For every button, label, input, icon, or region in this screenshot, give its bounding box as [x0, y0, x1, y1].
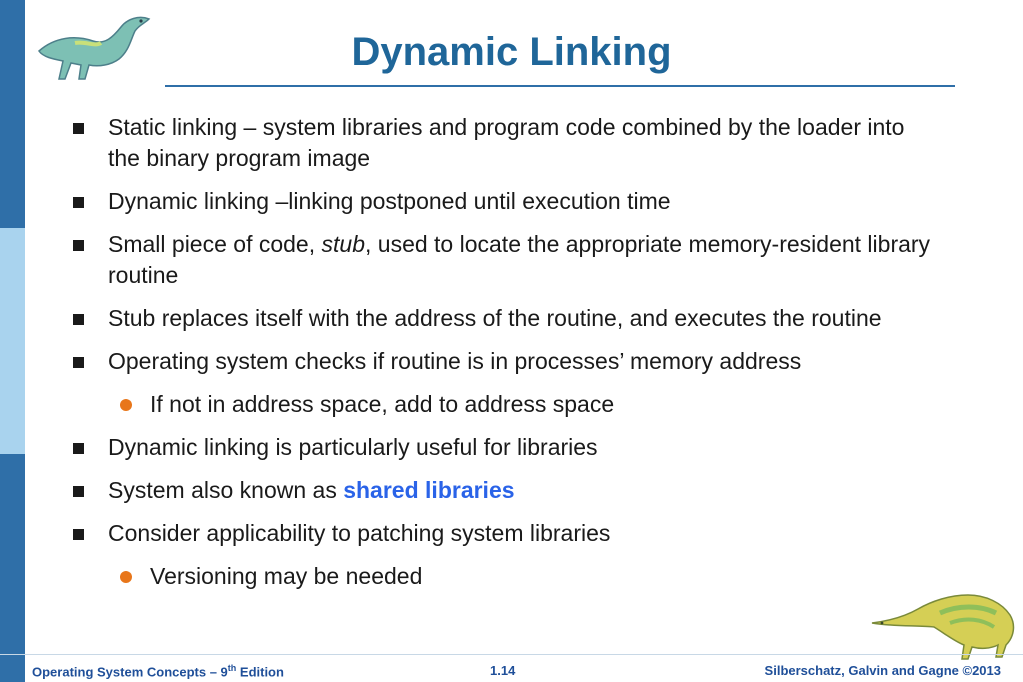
- bullet-item: [73, 518, 933, 549]
- bullet-list: [73, 112, 933, 604]
- footer-divider: [0, 654, 1023, 655]
- bullet-text: Dynamic linking –linking postponed until execution time: [108, 188, 671, 214]
- highlighted-term: shared libraries: [343, 477, 515, 503]
- square-bullet-icon: [73, 486, 84, 497]
- sub-bullet-item: [117, 561, 933, 592]
- footer-slide-number: 1.14: [490, 663, 516, 678]
- bullet-text: If not in address space, add to address space: [150, 391, 615, 417]
- bullet-item: [73, 432, 933, 463]
- square-bullet-icon: [73, 314, 84, 325]
- square-bullet-icon: [73, 357, 84, 368]
- sidebar-segment-bottom: [0, 454, 25, 682]
- bullet-text-before: System also known as: [108, 477, 344, 503]
- square-bullet-icon: [73, 240, 84, 251]
- square-bullet-icon: [73, 443, 84, 454]
- dinosaur-logo-icon: [870, 583, 1018, 661]
- bullet-text: Consider applicability to patching system libraries: [108, 520, 611, 546]
- bullet-item: [73, 303, 933, 334]
- round-bullet-icon: [120, 571, 132, 583]
- round-bullet-icon: [120, 399, 132, 411]
- footer-authors: Silberschatz, Galvin and Gagne ©2013: [764, 663, 1001, 678]
- sub-bullet-item: [117, 389, 933, 420]
- bullet-text: Dynamic linking is particularly useful for libraries: [108, 434, 598, 460]
- bullet-item: [73, 112, 933, 174]
- bullet-text-emphasis: stub: [321, 231, 365, 257]
- slide-title: Dynamic Linking: [351, 30, 672, 74]
- bullet-text: Static linking – system libraries and program code combined by the loader into the binary program image: [108, 114, 905, 171]
- bullet-text: Operating system checks if routine is in processes’ memory address: [108, 348, 802, 374]
- bullet-item: [73, 186, 933, 217]
- title-underline: [165, 85, 955, 87]
- sidebar-segment-middle: [0, 228, 25, 454]
- square-bullet-icon: [73, 529, 84, 540]
- square-bullet-icon: [73, 123, 84, 134]
- bullet-text-after: , used to locate the appropriate memory-resident library routine: [108, 231, 931, 288]
- footer-book-title: Operating System Concepts – 9th Edition: [32, 663, 284, 680]
- bullet-text: Versioning may be needed: [150, 563, 423, 589]
- left-sidebar-bar: [0, 0, 25, 682]
- bullet-item: [73, 229, 933, 291]
- bullet-text-before: Small piece of code,: [108, 231, 322, 257]
- bullet-text: Stub replaces itself with the address of the routine, and executes the routine: [108, 305, 882, 331]
- square-bullet-icon: [73, 197, 84, 208]
- bullet-item: [73, 346, 933, 377]
- bullet-item: [73, 475, 933, 506]
